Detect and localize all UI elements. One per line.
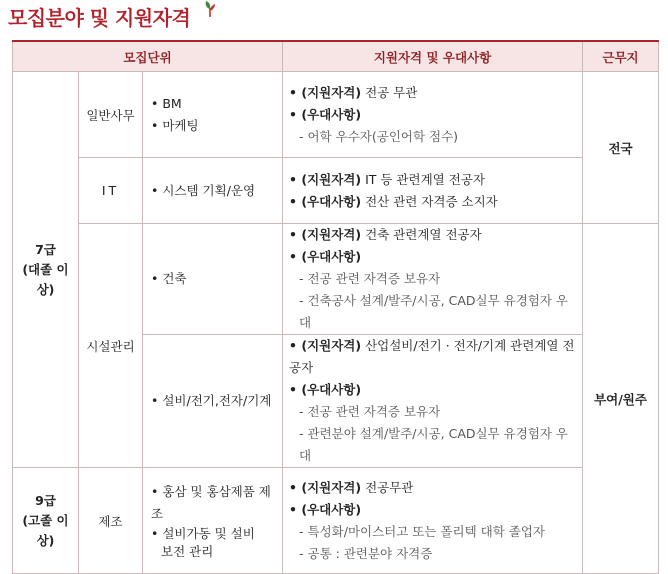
page-title: 모집분야 및 지원자격 <box>8 6 191 30</box>
table-row <box>13 468 659 574</box>
header-qualification: 지원자격 및 우대사항 <box>283 41 583 72</box>
fields-manufacture: • 홍삼 및 홍삼제품 제조 • 설비가동 및 설비 보전 관리 <box>143 468 283 574</box>
category-facility: 시설관리 <box>79 224 143 468</box>
table-header-row <box>13 41 659 72</box>
grade-9-cell: 9급 (고졸 이상) <box>13 468 79 574</box>
table-row <box>13 158 659 224</box>
qualification-general: • (지원자격) 전공 무관 • (우대사항) - 어학 우수자(공인어학 점수) <box>283 72 583 158</box>
table-row <box>13 224 659 335</box>
header-unit: 모집단위 <box>13 41 283 72</box>
fields-equip: • 설비/전기,전자/기계 <box>143 335 283 468</box>
location-buyeo-wonju: 부여/원주 <box>583 224 659 574</box>
category-general: 일반사무 <box>79 72 143 158</box>
qualification-equip: • (지원자격) 산업설비/전기 · 전자/기계 관련계열 전공자 • (우대사항) - 전공 관련 자격증 보유자 - 관련분야 설계/발주/시공, CAD실무 유경험자 우대 <box>283 335 583 468</box>
location-national: 전국 <box>583 72 659 224</box>
leaf-sprout-icon <box>203 0 217 18</box>
category-manufacture: 제조 <box>79 468 143 574</box>
table-row <box>13 72 659 158</box>
fields-general: • BM • 마케팅 <box>143 72 283 158</box>
header-location: 근무지 <box>583 41 659 72</box>
fields-arch: • 건축 <box>143 224 283 335</box>
grade-7-cell: 7급 (대졸 이상) <box>13 72 79 468</box>
fields-it: • 시스템 기획/운영 <box>143 158 283 224</box>
qualification-it: • (지원자격) IT 등 관련계열 전공자 • (우대사항) 전산 관련 자격증 소지자 <box>283 158 583 224</box>
qualification-arch: • (지원자격) 건축 관련계열 전공자 • (우대사항) - 전공 관련 자격증 보유자 - 건축공사 설계/발주/시공, CAD실무 유경험자 우대 <box>283 224 583 335</box>
qualification-manufacture: • (지원자격) 전공무관 • (우대사항) - 특성화/마이스터고 또는 폴리텍 대학 졸업자 - 공통 : 관련분야 자격증 <box>283 468 583 574</box>
recruitment-table <box>12 40 659 574</box>
category-it: IT <box>79 158 143 224</box>
